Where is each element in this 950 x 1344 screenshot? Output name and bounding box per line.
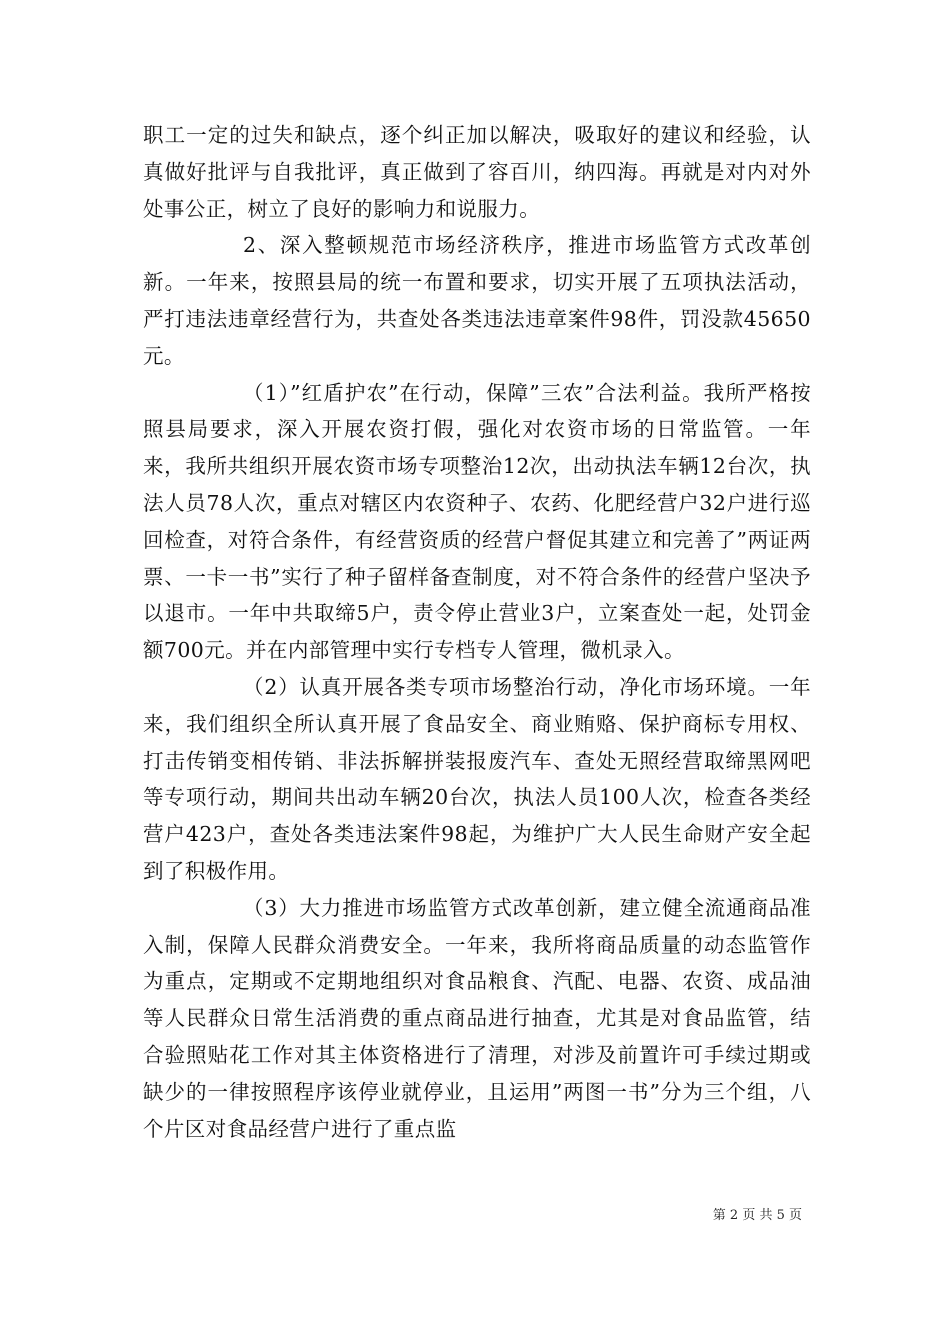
paragraph-item-1: （1）”红盾护农”在行动，保障”三农”合法利益。我所严格按照县局要求，深入开展农资打假，强化对农资市场的日常监管。一年来，我所共组织开展农资市场专项整治12次，出动执法车辆12台次，执法人员78人次，重点对辖区内农资种子、农药、化肥经营户32户进行巡回检查，对符合条件，有经营资质的经营户督促其建立和完善了”两证两票、一卡一书”实行了种子留样备查制度，对不符合条件的经营户坚决予以退市。一年中共取缔5户，责令停止营业3户，立案查处一起，处罚金额700元。并在内部管理中实行专档专人管理，微机录入。 (143, 380, 811, 663)
paragraph-item-3: （3）大力推进市场监管方式改革创新，建立健全流通商品准入制，保障人民群众消费安全。一年来，我所将商品质量的动态监管作为重点，定期或不定期地组织对食品粮食、汽配、电器、农资、成品油等人民群众日常生活消费的重点商品进行抽查，尤其是对食品监管，结合验照贴花工作对其主体资格进行了清理，对涉及前置许可手续过期或缺少的一律按照程序该停业就停业，且运用”两图一书”分为三个组，八个片区对食品经营户进行了重点监 (143, 895, 811, 1141)
paragraph-item-2: （2）认真开展各类专项市场整治行动，净化市场环境。一年来，我们组织全所认真开展了食品安全、商业贿赂、保护商标专用权、打击传销变相传销、非法拆解拼装报废汽车、查处无照经营取缔黑网吧等专项行动，期间共出动车辆20台次，执法人员100人次，检查各类经营户423户，查处各类违法案件98起，为维护广大人民生命财产安全起到了积极作用。 (143, 674, 811, 883)
document-body (143, 117, 811, 1147)
paragraph-continuation: 职工一定的过失和缺点，逐个纠正加以解决，吸取好的建议和经验，认真做好批评与自我批评，真正做到了容百川，纳四海。再就是对内对外处事公正，树立了良好的影响力和说服力。 (143, 123, 811, 221)
page-number-footer: 第 2 页 共 5 页 (712, 1208, 802, 1223)
paragraph-section-2: 2、深入整顿规范市场经济秩序，推进市场监管方式改革创新。一年来，按照县局的统一布置和要求，切实开展了五项执法活动，严打违法违章经营行为，共查处各类违法违章案件98件，罚没款45650元。 (143, 233, 811, 368)
